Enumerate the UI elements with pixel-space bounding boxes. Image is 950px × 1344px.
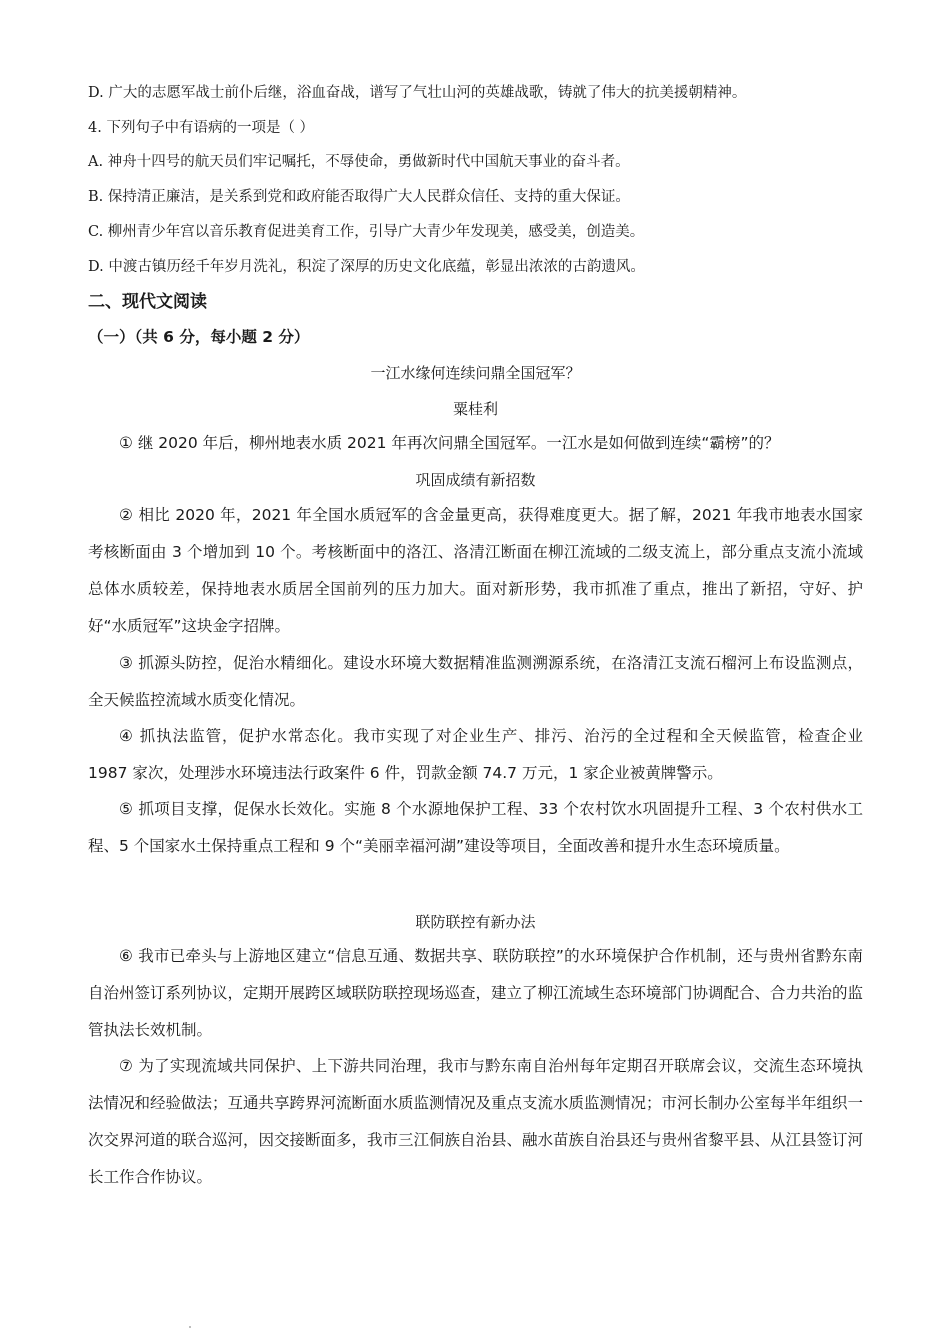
paragraph-7: ⑦ 为了实现流域共同保护、上下游共同治理，我市与黔东南自治州每年定期召开联席会议，交流生态环境执法情况和经验做法；互通共享跨界河流断面水质监测情况及重点支流水质监测情况；市河长制办公室每半年组织一次交界河道的联合巡河，因交接断面多，我市三江侗族自治县、融水苗族自治县还与贵州省黎平县、从江县签订河长工作合作协议。 bbox=[88, 1057, 864, 1186]
paragraph-4: ④ 抓执法监管，促护水常态化。我市实现了对企业生产、排污、治污的全过程和全天候监管，检查企业 1987 家次，处理涉水环境违法行政案件 6 件，罚款金额 74.7 万元，1 家企业被黄牌警示。 bbox=[88, 727, 863, 782]
paragraph-1: ① 继 2020 年后，柳州地表水质 2021 年再次问鼎全国冠军。一江水是如何做到连续“霸榜”的？ bbox=[119, 434, 780, 452]
paragraph-3: ③ 抓源头防控，促治水精细化。建设水环境大数据精准监测溯源系统，在洛清江支流石榴河上布设监测点，全天候监控流域水质变化情况。 bbox=[88, 654, 863, 709]
subheading-1: 巩固成绩有新招数 bbox=[415, 471, 536, 489]
subheading-2: 联防联控有新办法 bbox=[415, 913, 536, 931]
q3-option-d: D. 广大的志愿军战士前仆后继，浴血奋战，谱写了气壮山河的英雄战歌，铸就了伟大的抗美援朝精神。 bbox=[88, 85, 747, 101]
q4-option-a: A. 神舟十四号的航天员们牢记嘱托，不辱使命，勇做新时代中国航天事业的奋斗者。 bbox=[88, 154, 630, 170]
paragraph-5: ⑤ 抓项目支撑，促保水长效化。实施 8 个水源地保护工程、33 个农村饮水巩固提升工程、3 个农村供水工程、5 个国家水土保持重点工程和 9 个“美丽幸福河湖”建设等项目，全面改善和提升水生态环境质量。 bbox=[88, 800, 863, 855]
section-title: 二、现代文阅读 bbox=[88, 292, 207, 312]
paragraph-2: ② 相比 2020 年，2021 年全国水质冠军的含金量更高，获得难度更大。据了解，2021 年我市地表水国家考核断面由 3 个增加到 10 个。考核断面中的洛江、洛清江断面在柳江流域的二级支流上，部分重点支流小流域总体水质较差，保持地表水质居全国前列的压力加大。面对新形势，我市抓准了重点，推出了新招，守好、护好“水质冠军”这块金字招牌。 bbox=[88, 506, 863, 635]
section-subtitle: （一）（共 6 分，每小题 2 分） bbox=[88, 328, 310, 346]
page-mark bbox=[189, 1326, 191, 1328]
q4-option-c: C. 柳州青少年宫以音乐教育促进美育工作，引导广大青少年发现美，感受美，创造美。 bbox=[88, 224, 645, 240]
q4-option-b: B. 保持清正廉洁，是关系到党和政府能否取得广大人民群众信任、支持的重大保证。 bbox=[88, 189, 630, 205]
article-author: 粟桂利 bbox=[452, 400, 498, 418]
q4-option-d: D. 中渡古镇历经千年岁月洗礼，积淀了深厚的历史文化底蕴，彰显出浓浓的古韵遗风。 bbox=[88, 259, 645, 275]
paragraph-6: ⑥ 我市已牵头与上游地区建立“信息互通、数据共享、联防联控”的水环境保护合作机制，还与贵州省黔东南自治州签订系列协议，定期开展跨区域联防联控现场巡查，建立了柳江流域生态环境部门协调配合、合力共治的监管执法长效机制。 bbox=[88, 947, 864, 1039]
article-title: 一江水缘何连续问鼎全国冠军？ bbox=[370, 364, 581, 382]
q4-stem: 4. 下列句子中有语病的一项是（ ） bbox=[88, 120, 315, 136]
